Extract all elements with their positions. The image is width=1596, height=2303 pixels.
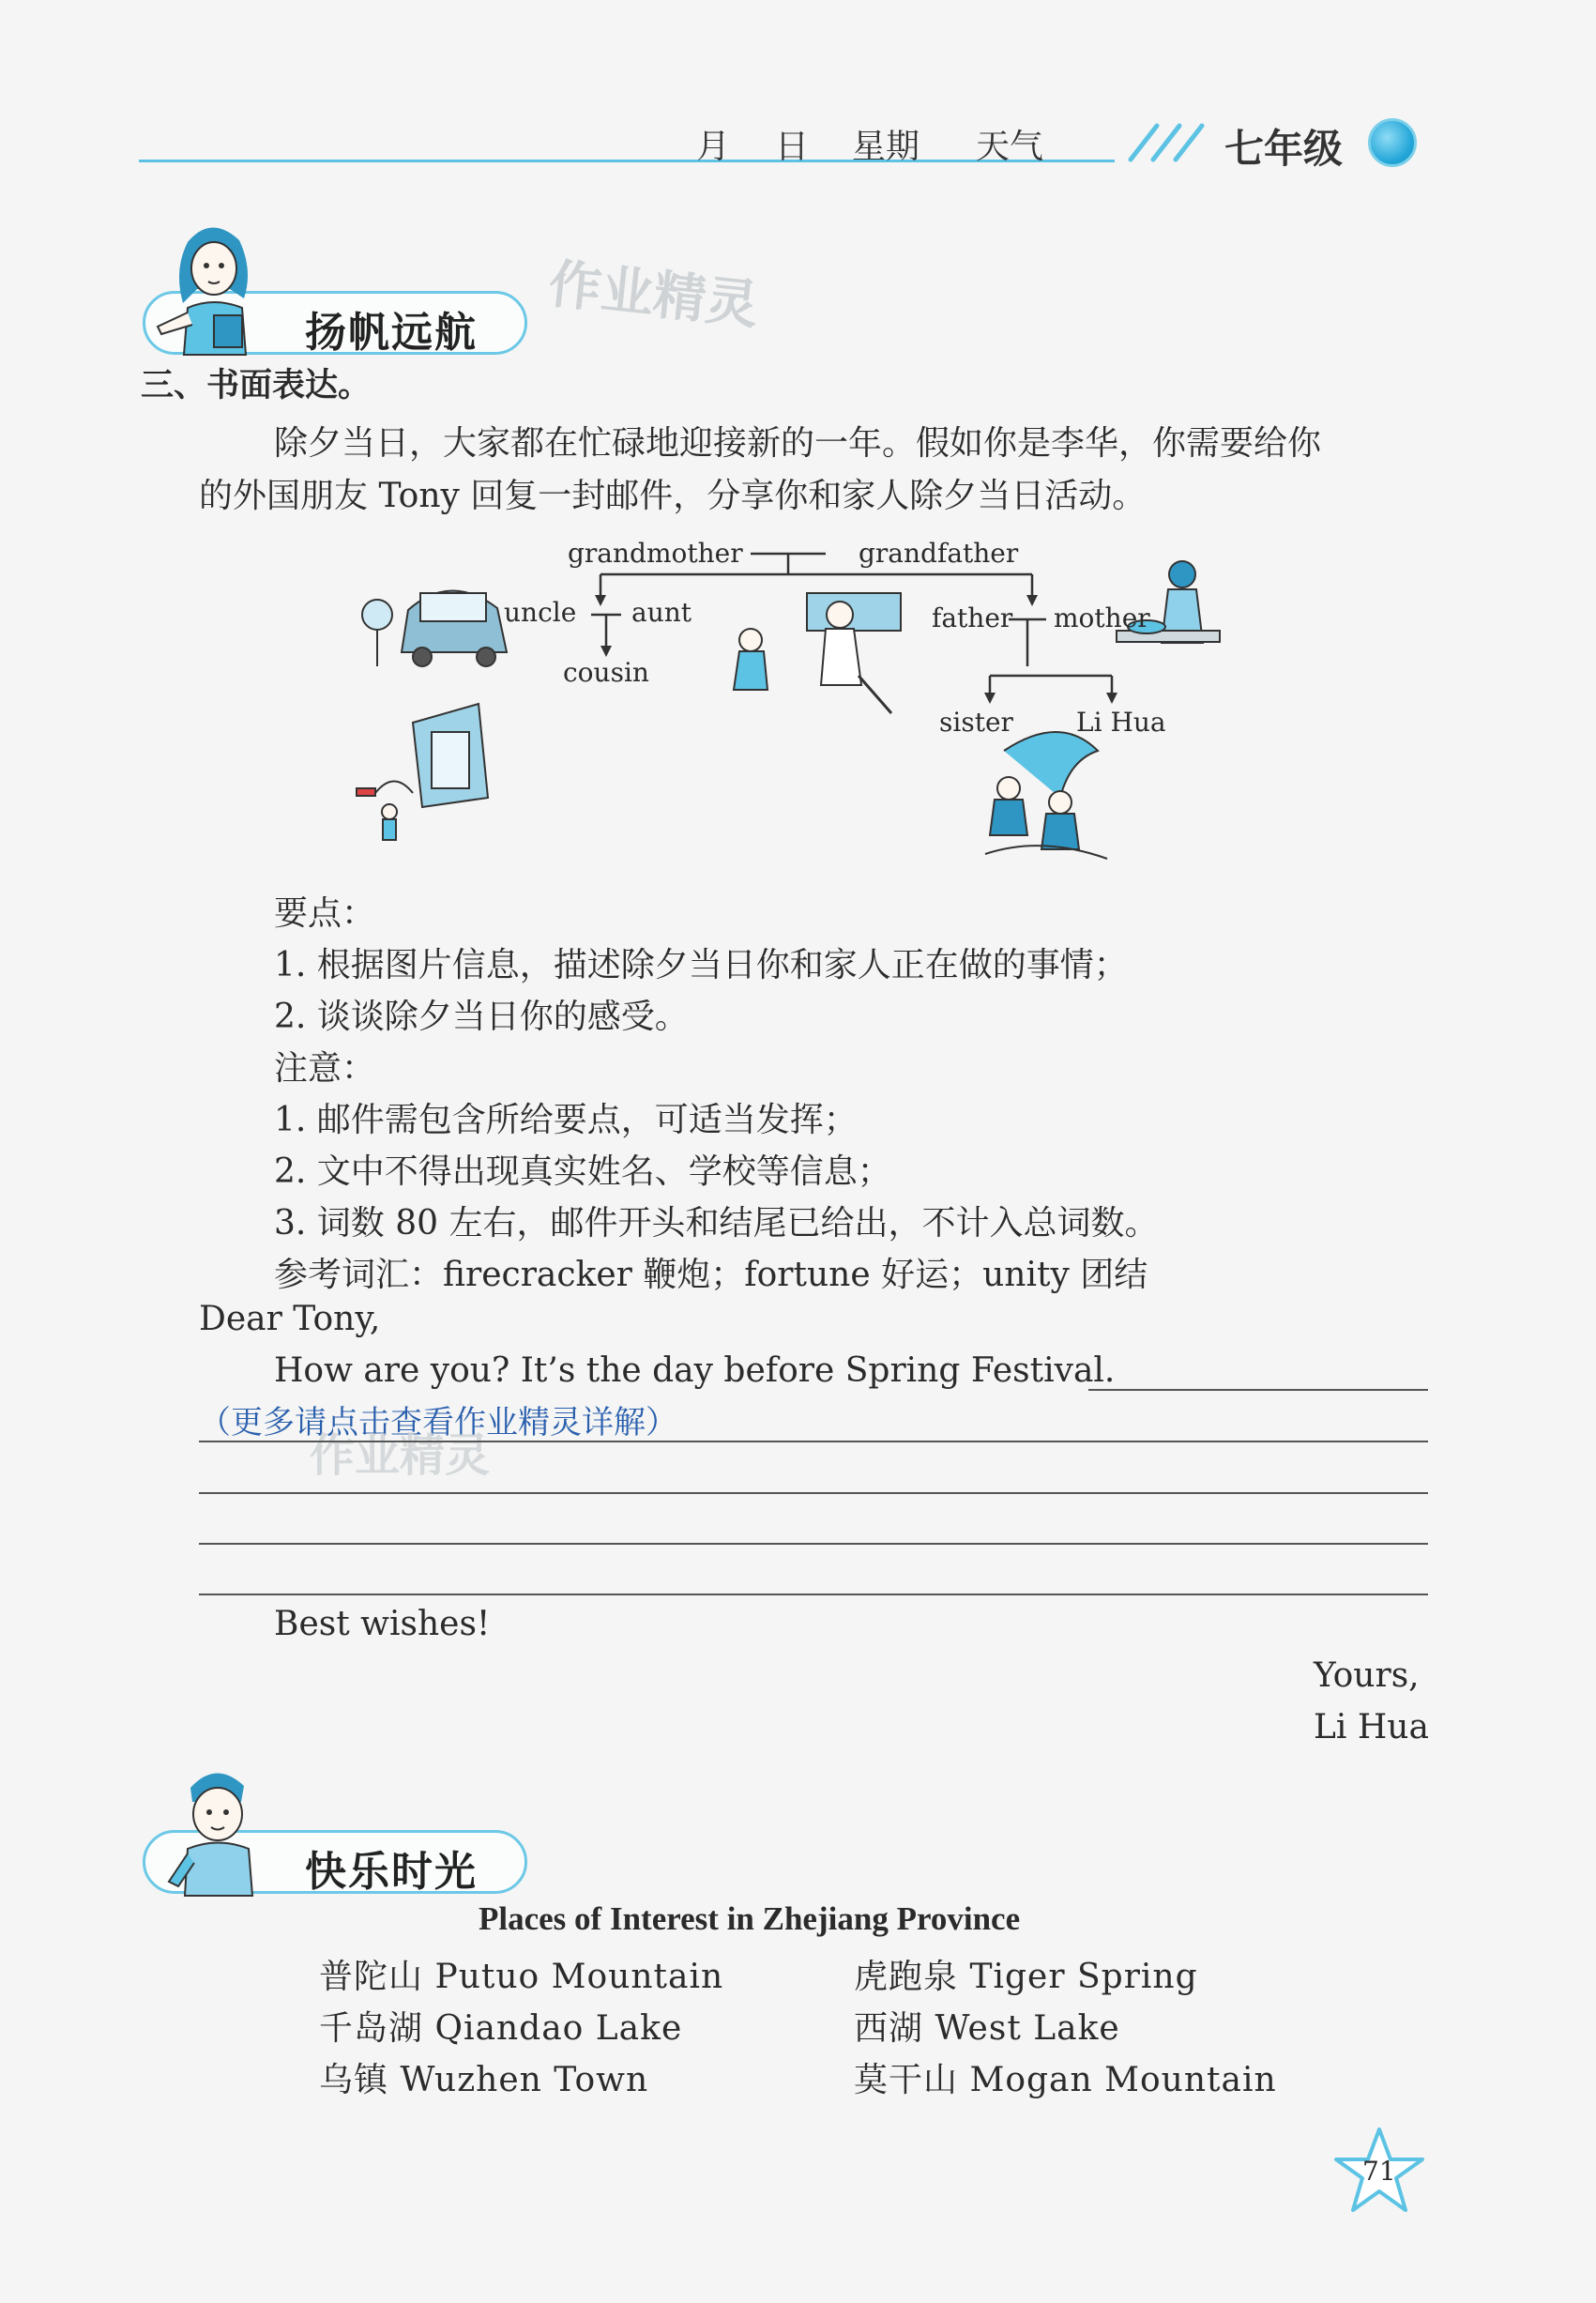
tree-grandfather: grandfather [859, 538, 1019, 569]
day-label: 日 [775, 128, 810, 166]
tree-grandmother: grandmother [568, 538, 743, 569]
letter-sign-name: Li Hua [1314, 1708, 1429, 1746]
vocab-line: 参考词汇：firecracker 鞭炮；fortune 好运；unity 团结 [274, 1256, 1148, 1294]
letter-greeting: Dear Tony, [199, 1300, 381, 1338]
answer-blank[interactable] [1088, 1389, 1428, 1391]
place-item: 西湖 West Lake [854, 2009, 1120, 2048]
place-item: 乌镇 Wuzhen Town [319, 2061, 649, 2099]
tree-uncle: uncle [504, 597, 577, 628]
note-3: 3. 词数 80 左右，邮件开头和结尾已给出，不计入总词数。 [274, 1204, 1159, 1243]
answer-line[interactable] [199, 1594, 1428, 1595]
decorative-slashes-icon [1121, 120, 1224, 163]
watermark-2: 作业精灵 [310, 1429, 491, 1482]
notes-title: 注意： [274, 1049, 376, 1088]
point-2: 2. 谈谈除夕当日你的感受。 [274, 998, 689, 1036]
watermark: 作业精灵 [545, 253, 762, 337]
question-heading: 三、书面表达。 [141, 367, 372, 404]
prompt-line-1: 除夕当日，大家都在忙碌地迎接新的一年。假如你是李华，你需要给你 [274, 424, 1322, 463]
letter-sign-yours: Yours, [1314, 1656, 1420, 1695]
weather-label: 天气 [976, 128, 1044, 166]
point-1: 1. 根据图片信息，描述除夕当日你和家人正在做的事情； [274, 946, 1128, 984]
boy-mascot-icon [145, 1750, 286, 1900]
tree-mother: mother [1054, 602, 1150, 633]
letter-first-line: How are you? It’s the day before Spring Festival. [274, 1351, 1116, 1390]
month-label: 月 [696, 128, 731, 166]
note-1: 1. 邮件需包含所给要点，可适当发挥； [274, 1101, 858, 1139]
places-title: Places of Interest in Zhejiang Province [479, 1900, 1021, 1937]
detail-link[interactable]: （更多请点击查看作业精灵详解） [199, 1404, 677, 1441]
page-number: 71 [1362, 2156, 1396, 2187]
answer-line[interactable] [199, 1543, 1428, 1545]
tree-li-hua: Li Hua [1076, 707, 1166, 738]
weekday-label: 星期 [852, 128, 920, 166]
tree-father: father [932, 602, 1013, 633]
note-2: 2. 文中不得出现真实姓名、学校等信息； [274, 1152, 891, 1191]
prompt-line-2: 的外国朋友 Tony 回复一封邮件，分享你和家人除夕当日活动。 [199, 477, 1147, 515]
place-item: 普陀山 Putuo Mountain [319, 1958, 724, 1996]
header-rule [139, 160, 1115, 162]
answer-line[interactable] [199, 1441, 1428, 1442]
tree-cousin: cousin [563, 657, 649, 688]
girl-mascot-icon [141, 214, 281, 364]
place-item: 千岛湖 Qiandao Lake [319, 2009, 683, 2048]
tree-aunt: aunt [631, 597, 692, 628]
tree-sister: sister [939, 707, 1013, 738]
letter-closing: Best wishes! [274, 1605, 491, 1643]
answer-line[interactable] [199, 1492, 1428, 1494]
section-title-2: 快乐时光 [305, 1848, 478, 1896]
grade-label: 七年级 [1224, 126, 1344, 172]
section-title: 扬帆远航 [305, 309, 478, 357]
grade-dot-icon [1368, 118, 1417, 167]
place-item: 莫干山 Mogan Mountain [854, 2061, 1277, 2099]
place-item: 虎跑泉 Tiger Spring [854, 1958, 1198, 1996]
points-title: 要点： [274, 894, 376, 933]
